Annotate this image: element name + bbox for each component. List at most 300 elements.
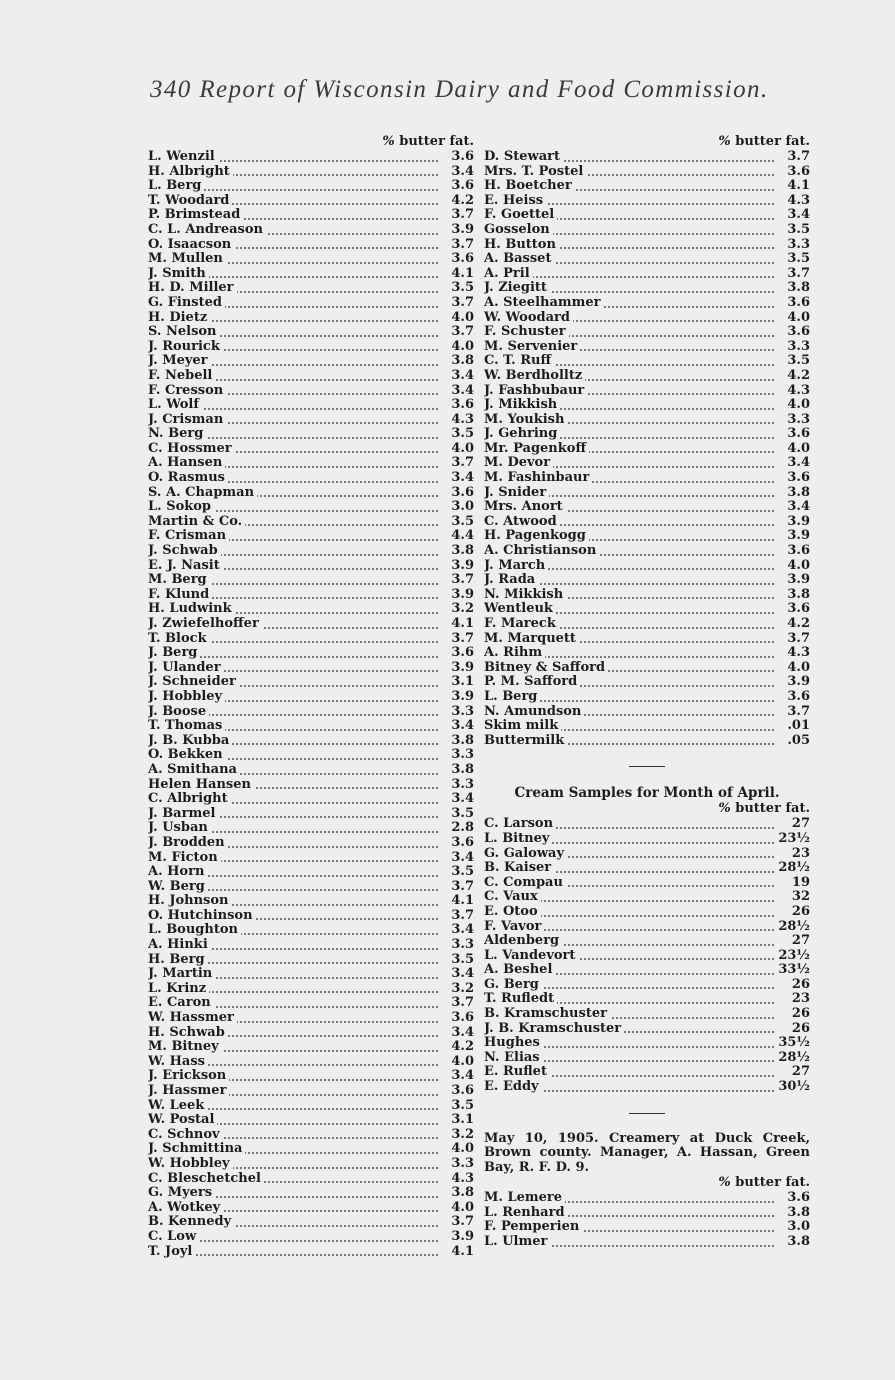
butter-fat-value: 4.0 (448, 1201, 474, 1216)
supplier-name: T. Joyl (148, 1245, 195, 1259)
supplier-name: F. Crisman (148, 529, 229, 543)
table-row (484, 890, 810, 905)
supplier-name: J. Snider (484, 486, 549, 500)
table-row (148, 179, 474, 194)
supplier-name: H. Johnson (148, 894, 232, 908)
table-row (148, 529, 474, 544)
butter-fat-value: 3.4 (784, 500, 810, 515)
table-row (148, 208, 474, 223)
supplier-name: G. Galoway (484, 847, 567, 861)
table-row (148, 1069, 474, 1084)
table-row (484, 1036, 810, 1051)
table-row (484, 267, 810, 282)
table-row (484, 486, 810, 501)
butter-fat-value: 3.6 (784, 296, 810, 311)
left-column (148, 134, 474, 1259)
table-row (148, 281, 474, 296)
table-row (484, 992, 810, 1007)
supplier-name: C. T. Ruff (484, 354, 554, 368)
supplier-name: L. Sokop (148, 500, 214, 514)
supplier-name: A. Beshel (484, 963, 555, 977)
supplier-name: E. Ruflet (484, 1065, 550, 1079)
table-row (148, 763, 474, 778)
butter-fat-value: 4.0 (784, 661, 810, 676)
butter-fat-value: 23 (789, 992, 810, 1007)
table-row (484, 529, 810, 544)
butter-fat-value: 3.3 (448, 705, 474, 720)
butter-fat-value: 3.4 (784, 456, 810, 471)
butter-fat-value: 3.5 (784, 354, 810, 369)
table-row (484, 949, 810, 964)
supplier-name: A. Steelhammer (484, 296, 604, 310)
creamery-list (484, 1191, 810, 1249)
supplier-name: Buttermilk (484, 734, 567, 748)
butter-fat-value: 3.5 (448, 515, 474, 530)
supplier-name: W. Leek (148, 1099, 207, 1113)
butter-fat-value: 3.7 (784, 632, 810, 647)
supplier-name: S. A. Chapman (148, 486, 257, 500)
butter-fat-value: 3.6 (448, 646, 474, 661)
supplier-name: M. Mullen (148, 252, 226, 266)
butter-fat-value: 3.7 (448, 632, 474, 647)
butter-fat-value: 3.7 (784, 705, 810, 720)
supplier-name: A. Rihm (484, 646, 545, 660)
supplier-name: J. Schneider (148, 675, 239, 689)
table-row (148, 719, 474, 734)
supplier-name: T. Thomas (148, 719, 225, 733)
butter-fat-value: 3.9 (784, 573, 810, 588)
supplier-name: E. Eddy (484, 1080, 542, 1094)
table-row (484, 325, 810, 340)
butter-fat-value: 3.6 (448, 486, 474, 501)
table-row (484, 544, 810, 559)
table-row (484, 632, 810, 647)
butter-fat-value: 3.8 (448, 763, 474, 778)
table-row (148, 238, 474, 253)
supplier-name: W. Berg (148, 880, 208, 894)
butter-fat-value: 35½ (775, 1036, 810, 1051)
butter-fat-value: 3.4 (448, 792, 474, 807)
supplier-name: N. Berg (148, 427, 206, 441)
table-row (484, 1080, 810, 1095)
table-row (148, 1084, 474, 1099)
butter-fat-value: 2.8 (448, 821, 474, 836)
butter-fat-value: 3.8 (784, 1235, 810, 1250)
table-row (148, 427, 474, 442)
butter-fat-value: 26 (789, 1022, 810, 1037)
supplier-name: J. March (484, 559, 548, 573)
table-row (148, 1201, 474, 1216)
section-divider (629, 766, 665, 767)
supplier-name: J. Smith (148, 267, 209, 281)
supplier-name: Mrs. T. Postel (484, 165, 586, 179)
table-row (484, 252, 810, 267)
butter-fat-value: 4.0 (448, 1055, 474, 1070)
supplier-name: P. M. Safford (484, 675, 580, 689)
table-row (484, 1051, 810, 1066)
supplier-name: J. Hassmer (148, 1084, 229, 1098)
table-row (484, 719, 810, 734)
butter-fat-value: 23 (789, 847, 810, 862)
table-row (148, 1142, 474, 1157)
table-row (148, 982, 474, 997)
supplier-name: H. D. Miller (148, 281, 237, 295)
butter-fat-value: 3.5 (448, 281, 474, 296)
supplier-name: H. Dietz (148, 311, 210, 325)
table-row (148, 953, 474, 968)
supplier-name: M. Youkish (484, 413, 567, 427)
butter-fat-value: 3.6 (784, 471, 810, 486)
supplier-name: L. Berg (484, 690, 540, 704)
butter-fat-value: 3.6 (784, 165, 810, 180)
supplier-name: J. Rourick (148, 340, 223, 354)
table-row (484, 690, 810, 705)
table-row (148, 1099, 474, 1114)
table-row (484, 847, 810, 862)
supplier-name: L. Bitney (484, 832, 552, 846)
butter-fat-value: 3.4 (448, 384, 474, 399)
table-row (484, 369, 810, 384)
butter-fat-value: 3.6 (448, 398, 474, 413)
butter-fat-value: 26 (789, 978, 810, 993)
butter-fat-value: 3.6 (784, 325, 810, 340)
table-row (484, 920, 810, 935)
table-row (484, 471, 810, 486)
butter-fat-value: 3.3 (448, 938, 474, 953)
butter-fat-value: 3.4 (448, 719, 474, 734)
cream-list (484, 817, 810, 1094)
supplier-name: Bitney & Safford (484, 661, 608, 675)
supplier-name: A. Pril (484, 267, 533, 281)
supplier-name: C. Hossmer (148, 442, 235, 456)
table-row (484, 238, 810, 253)
table-row (484, 1007, 810, 1022)
table-row (484, 413, 810, 428)
butter-fat-value: 3.9 (448, 690, 474, 705)
butter-fat-value: 3.9 (448, 661, 474, 676)
butter-fat-value: 3.6 (784, 427, 810, 442)
butter-fat-value: 3.8 (784, 1206, 810, 1221)
table-row (484, 354, 810, 369)
butter-fat-value: 3.3 (448, 1157, 474, 1172)
table-row (148, 500, 474, 515)
table-row (484, 934, 810, 949)
supplier-name: J. B. Kubba (148, 734, 232, 748)
table-row (148, 1172, 474, 1187)
table-row (484, 832, 810, 847)
butter-fat-value: 3.3 (784, 340, 810, 355)
supplier-name: F. Pemperien (484, 1220, 582, 1234)
supplier-name: B. Kaiser (484, 861, 554, 875)
butter-fat-value: 3.6 (448, 252, 474, 267)
supplier-name: J. Ulander (148, 661, 224, 675)
supplier-name: O. Hutchinson (148, 909, 256, 923)
supplier-name: M. Berg (148, 573, 210, 587)
table-row (148, 734, 474, 749)
column-header-label: butter fat. (735, 1175, 810, 1191)
butter-fat-value: 3.8 (448, 1186, 474, 1201)
butter-fat-value: 3.7 (448, 208, 474, 223)
butter-fat-value: 4.4 (448, 529, 474, 544)
table-row (148, 938, 474, 953)
supplier-name: A. Horn (148, 865, 207, 879)
table-row (148, 325, 474, 340)
table-row (148, 1128, 474, 1143)
supplier-name: M. Fashinbaur (484, 471, 592, 485)
supplier-name: D. Stewart (484, 150, 563, 164)
supplier-name: O. Bekken (148, 748, 226, 762)
supplier-name: Hughes (484, 1036, 543, 1050)
supplier-name: H. Button (484, 238, 559, 252)
table-row (148, 165, 474, 180)
butter-fat-value: 3.6 (448, 1084, 474, 1099)
supplier-name: W. Hassmer (148, 1011, 237, 1025)
table-row (148, 267, 474, 282)
butter-fat-value: 3.7 (784, 267, 810, 282)
cream-column-header (484, 801, 810, 817)
butter-fat-value: 4.2 (784, 617, 810, 632)
column-header-label: butter fat. (735, 134, 810, 149)
butter-fat-value: 3.5 (448, 427, 474, 442)
supplier-name: E. Heiss (484, 194, 546, 208)
table-row (484, 384, 810, 399)
supplier-name: J. Boose (148, 705, 209, 719)
supplier-name: F. Cresson (148, 384, 226, 398)
supplier-name: P. Brimstead (148, 208, 243, 222)
supplier-name: H. Albright (148, 165, 233, 179)
table-row (148, 413, 474, 428)
creamery-column-header (484, 1175, 810, 1191)
table-row (148, 617, 474, 632)
table-row (148, 486, 474, 501)
column-header (148, 134, 474, 150)
table-row (484, 281, 810, 296)
supplier-name: L. Wolf (148, 398, 202, 412)
supplier-name: N. Amundson (484, 705, 584, 719)
butter-fat-value: 3.4 (448, 471, 474, 486)
table-row (148, 573, 474, 588)
butter-fat-value: 3.0 (784, 1220, 810, 1235)
supplier-name: W. Hobbley (148, 1157, 233, 1171)
supplier-name: G. Berg (484, 978, 542, 992)
table-row (148, 398, 474, 413)
supplier-name: M. Lemere (484, 1191, 565, 1205)
supplier-name: N. Elias (484, 1051, 543, 1065)
butter-fat-value: .05 (784, 734, 810, 749)
supplier-name: B. Kramschuster (484, 1007, 610, 1021)
supplier-name: L. Berg (148, 179, 204, 193)
butter-fat-value: 3.9 (784, 529, 810, 544)
table-row (484, 734, 810, 749)
butter-fat-value: 23½ (775, 832, 810, 847)
supplier-name: J. Gehring (484, 427, 560, 441)
table-row (148, 252, 474, 267)
supplier-name: J. Brodden (148, 836, 228, 850)
supplier-name: M. Marquett (484, 632, 579, 646)
supplier-name: O. Isaacson (148, 238, 234, 252)
table-row (484, 817, 810, 832)
table-row (148, 1113, 474, 1128)
table-row (148, 923, 474, 938)
butter-fat-value: 28½ (775, 1051, 810, 1066)
table-row (148, 894, 474, 909)
supplier-name: L. Ulmer (484, 1235, 550, 1249)
butter-fat-value: 4.1 (448, 1245, 474, 1260)
table-row (484, 427, 810, 442)
table-row (148, 1215, 474, 1230)
supplier-name: F. Klund (148, 588, 212, 602)
supplier-name: A. Wotkey (148, 1201, 223, 1215)
supplier-name: C. Low (148, 1230, 199, 1244)
supplier-name: M. Devor (484, 456, 553, 470)
butter-fat-value: 27 (789, 817, 810, 832)
creamery-paragraph: May 10, 1905. Creamery at Duck Creek, Brown county. Manager, A. Hassan, Green Bay, R. F. D. 9. (484, 1130, 810, 1175)
butter-fat-value: 3.8 (784, 588, 810, 603)
butter-fat-value: 3.9 (784, 675, 810, 690)
table-row (148, 996, 474, 1011)
butter-fat-value: 4.1 (448, 617, 474, 632)
supplier-name: W. Berdholltz (484, 369, 585, 383)
butter-fat-value: 3.4 (448, 1026, 474, 1041)
percent-symbol: % (718, 801, 731, 817)
supplier-name: L. Vandevort (484, 949, 578, 963)
butter-fat-value: 4.0 (448, 1142, 474, 1157)
butter-fat-value: 3.6 (784, 602, 810, 617)
butter-fat-value: 4.0 (448, 311, 474, 326)
table-row (484, 559, 810, 574)
supplier-name: E. Caron (148, 996, 214, 1010)
supplier-name: J. Usban (148, 821, 211, 835)
supplier-name: J. Mikkish (484, 398, 560, 412)
section-divider (629, 1113, 665, 1114)
butter-fat-value: 3.6 (448, 179, 474, 194)
right-column (484, 134, 810, 1250)
butter-fat-value: 3.2 (448, 602, 474, 617)
butter-fat-value: 3.6 (448, 150, 474, 165)
supplier-name: O. Rasmus (148, 471, 228, 485)
table-row (148, 661, 474, 676)
supplier-name: J. Berg (148, 646, 200, 660)
table-row (148, 1245, 474, 1260)
table-row (484, 1065, 810, 1080)
supplier-name: H. Berg (148, 953, 208, 967)
table-row (148, 748, 474, 763)
supplier-name: B. Kennedy (148, 1215, 234, 1229)
butter-fat-value: 4.3 (784, 646, 810, 661)
butter-fat-value: 30½ (775, 1080, 810, 1095)
butter-fat-value: 3.6 (448, 836, 474, 851)
table-row (148, 1157, 474, 1172)
butter-fat-value: 4.0 (784, 398, 810, 413)
table-row (484, 179, 810, 194)
butter-fat-value: 4.2 (448, 1040, 474, 1055)
butter-fat-value: 3.4 (448, 165, 474, 180)
table-row (484, 1191, 810, 1206)
table-row (484, 573, 810, 588)
table-row (484, 705, 810, 720)
supplier-name: J. Schwab (148, 544, 221, 558)
butter-fat-value: 32 (789, 890, 810, 905)
butter-fat-value: 3.4 (448, 851, 474, 866)
table-row (484, 646, 810, 661)
supplier-name: T. Woodard (148, 194, 232, 208)
butter-fat-value: 3.6 (784, 544, 810, 559)
table-row (484, 861, 810, 876)
supplier-name: M. Ficton (148, 851, 221, 865)
butter-fat-value: 19 (789, 876, 810, 891)
table-row (484, 296, 810, 311)
butter-fat-value: 23½ (775, 949, 810, 964)
table-row (484, 963, 810, 978)
table-row (484, 398, 810, 413)
butter-fat-value: 3.9 (448, 223, 474, 238)
table-row (148, 909, 474, 924)
butter-fat-value: 4.3 (448, 413, 474, 428)
table-row (148, 778, 474, 793)
butter-fat-value: 3.5 (448, 953, 474, 968)
table-row (148, 471, 474, 486)
table-row (148, 821, 474, 836)
percent-symbol: % (718, 1175, 731, 1191)
table-row (148, 384, 474, 399)
supplier-name: L. Boughton (148, 923, 241, 937)
butter-fat-value: 3.2 (448, 982, 474, 997)
butter-fat-value: 26 (789, 1007, 810, 1022)
table-row (484, 340, 810, 355)
supplier-name: J. Barmel (148, 807, 218, 821)
butter-fat-value: 3.7 (448, 880, 474, 895)
supplier-name: J. Hobbley (148, 690, 225, 704)
table-row (484, 675, 810, 690)
table-row (148, 705, 474, 720)
supplier-name: J. Crisman (148, 413, 226, 427)
supplier-name: W. Hass (148, 1055, 208, 1069)
butter-fat-value: 3.6 (784, 1191, 810, 1206)
supplier-name: L. Krinz (148, 982, 209, 996)
table-row (148, 223, 474, 238)
table-row (484, 311, 810, 326)
supplier-name: Helen Hansen (148, 778, 254, 792)
supplier-name: L. Wenzil (148, 150, 218, 164)
table-row (148, 1011, 474, 1026)
butter-fat-value: 3.9 (784, 515, 810, 530)
supplier-name: Aldenberg (484, 934, 562, 948)
supplier-name: H. Ludwink (148, 602, 235, 616)
supplier-name: F. Vavor (484, 920, 544, 934)
butter-fat-value: 3.9 (448, 1230, 474, 1245)
table-row (484, 1022, 810, 1037)
supplier-name: A. Smithana (148, 763, 240, 777)
supplier-name: L. Renhard (484, 1206, 568, 1220)
butter-fat-value: 3.8 (784, 281, 810, 296)
butter-fat-value: 3.7 (448, 909, 474, 924)
table-row (148, 369, 474, 384)
butter-fat-value: 4.2 (448, 194, 474, 209)
supplier-name: C. Schnov (148, 1128, 223, 1142)
table-row (484, 223, 810, 238)
butter-fat-value: 3.8 (448, 544, 474, 559)
supplier-name: F. Goettel (484, 208, 557, 222)
butter-fat-value: 4.0 (448, 340, 474, 355)
supplier-name: C. Bleschetchel (148, 1172, 264, 1186)
supplier-name: J. Rada (484, 573, 538, 587)
butter-fat-value: 4.1 (448, 894, 474, 909)
table-row (148, 559, 474, 574)
butter-fat-value: 3.3 (784, 413, 810, 428)
table-row (148, 456, 474, 471)
butter-fat-value: 4.3 (784, 384, 810, 399)
butter-fat-value: 3.8 (448, 354, 474, 369)
